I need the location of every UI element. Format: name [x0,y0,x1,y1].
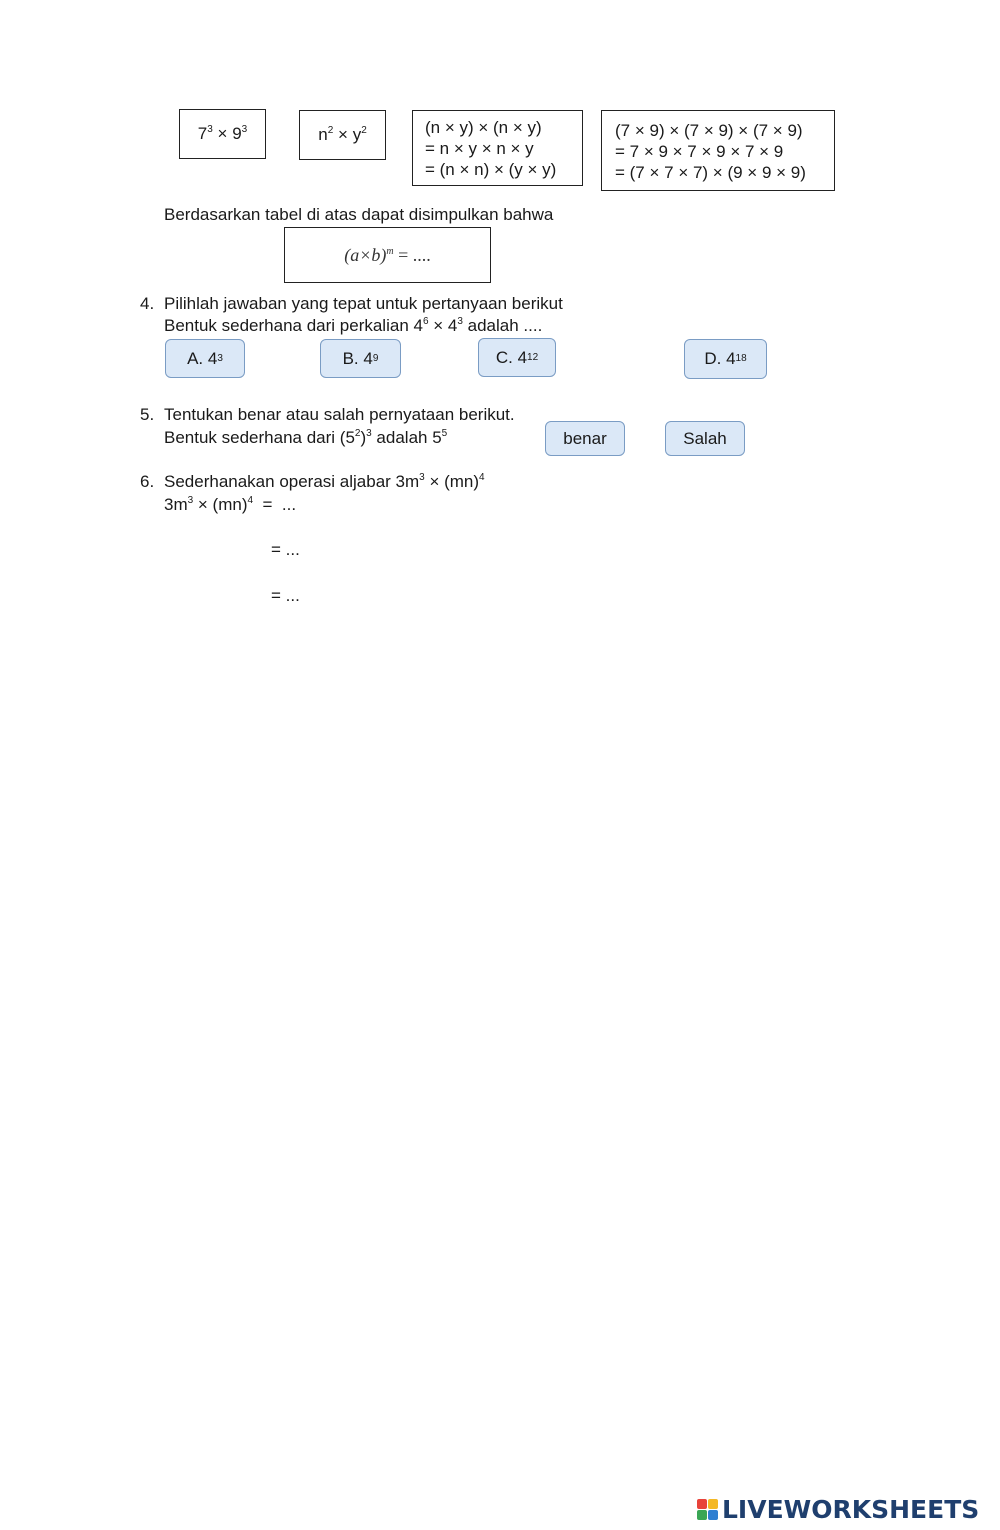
conclusion-text: Berdasarkan tabel di atas dapat disimpulkan bahwa [164,205,554,224]
logo-text: LIVEWORKSHEETS [722,1494,980,1524]
logo-icon [697,1499,718,1520]
cell2-expr: $n^2 \times y^2$ [318,125,367,144]
q6-working-line-1: $3m^3 \times (mn)^4$ = ... [164,495,297,514]
q5-statement: Bentuk sederhana dari $(5^2)^3$ adalah $5^5$ [164,428,448,447]
q4-number: 4. [140,294,155,313]
q4-option-b[interactable]: B. 4 9 [320,339,401,378]
q6-working-line-2[interactable]: = ... [271,540,300,559]
cell3-line-1: (n × y) × (n × y) [425,118,542,137]
cell3-line-2: = n × y × n × y [425,139,534,158]
q5-number: 5. [140,405,155,424]
cell4-line-2: = 7 × 9 × 7 × 9 × 7 × 9 [615,142,784,161]
table-cell-1 [179,109,266,159]
salah-button[interactable]: Salah [665,421,745,456]
benar-button[interactable]: benar [545,421,625,456]
cell4-line-3: = (7 × 7 × 7) × (9 × 9 × 9) [615,163,806,182]
q6-number: 6. [140,472,155,491]
q6-instruction: Sederhanakan operasi aljabar $3m^3 \times (mn)^4$ [164,472,485,491]
cell1-expr: $7^3 \times 9^3$ [197,124,248,143]
q5-instruction: Tentukan benar atau salah pernyataan berikut. [164,405,515,424]
table-cell-2 [299,110,386,160]
q4-option-a[interactable]: A. 4 3 [165,339,245,378]
q4-question: Bentuk sederhana dari perkalian $4^6 \times 4^3$ adalah .... [164,316,543,335]
q4-option-d[interactable]: D. 4 18 [684,339,767,379]
table-cell-3 [412,110,583,186]
conclusion-answer-box[interactable] [284,227,491,283]
cell4-line-1: (7 × 9) × (7 × 9) × (7 × 9) [615,121,803,140]
table-cell-4 [601,110,835,191]
q4-instruction: Pilihlah jawaban yang tepat untuk pertanyaan berikut [164,294,563,313]
q4-option-c[interactable]: C. 4 12 [478,338,556,377]
q6-working-line-3[interactable]: = ... [271,586,300,605]
cell3-line-3: = (n × n) × (y × y) [425,160,557,179]
liveworksheets-logo [697,1494,979,1524]
conclusion-formula: $(a\times b)^m$ = .... [344,244,431,265]
